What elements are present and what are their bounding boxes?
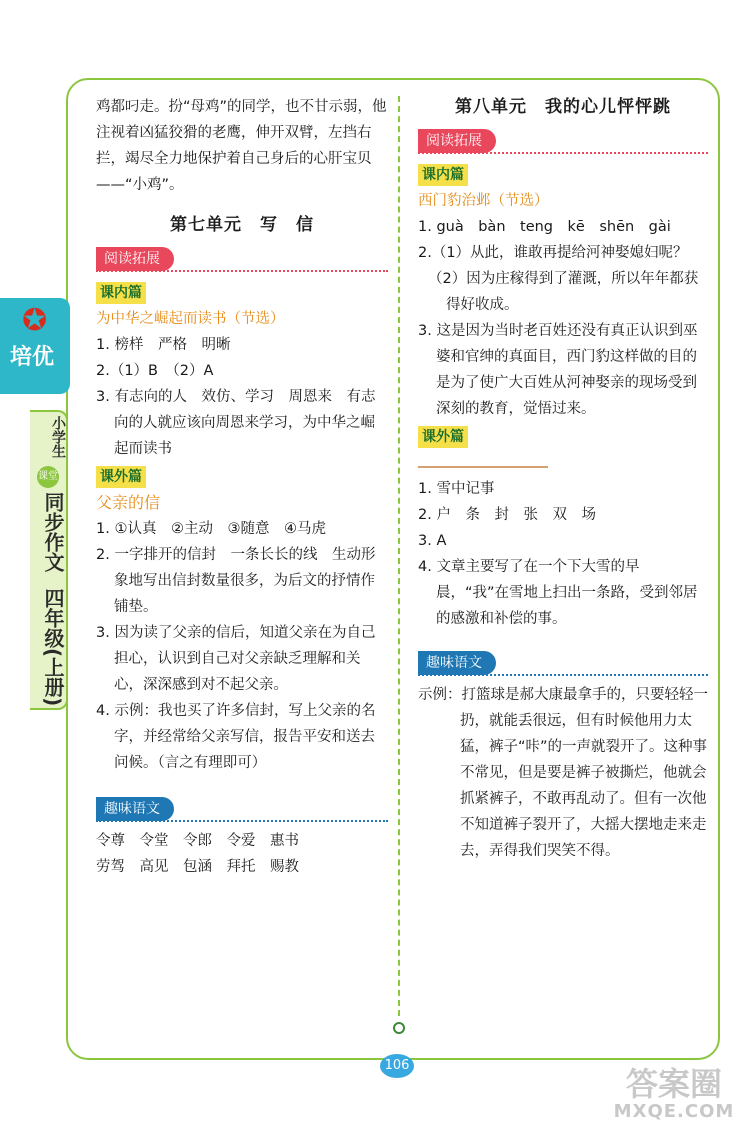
divider-end-dot bbox=[393, 1022, 405, 1034]
inner-section-tag: 课内篇 bbox=[418, 164, 468, 186]
answer-item: 3. 因为读了父亲的信后，知道父亲在为自己担心，认识到自己对父亲缺乏理解和关心，深深感到对不起父亲。 bbox=[96, 625, 376, 693]
answer-item: （2）因为庄稼得到了灌溉，所以年年都获得好收成。 bbox=[428, 271, 699, 313]
answer-item: 1. ①认真 ②主动 ③随意 ④马虎 bbox=[96, 521, 326, 537]
chevron-right-icon: › bbox=[496, 135, 502, 151]
answer-item: 2.（1）B （2）A bbox=[96, 363, 214, 379]
answer-item: 3. A bbox=[418, 533, 447, 549]
reading-expansion-banner bbox=[96, 246, 388, 272]
reading-expansion-label: 阅读拓展 bbox=[418, 129, 496, 153]
answer-item: 1. 榜样 严格 明晰 bbox=[96, 337, 231, 353]
chevron-right-icon: › bbox=[174, 253, 180, 269]
answer-item: 4. 示例：我也买了许多信封，写上父亲的名字，并经常给父亲写信，报告平安和送去问候。（言之有理即可） bbox=[96, 703, 376, 771]
fun-chinese-banner bbox=[96, 796, 388, 822]
side-badge: 课堂 bbox=[37, 466, 59, 488]
fun-words-row: 劳驾 高见 包涵 拜托 赐教 bbox=[96, 859, 299, 875]
answer-item: 1. 雪中记事 bbox=[418, 481, 495, 497]
side-logo-text: 培优 bbox=[10, 344, 55, 370]
answer-item: 3. 有志向的人 效仿、学习 周恩来 有志向的人就应该向周恩来学习，为中华之崛起而读书 bbox=[96, 389, 376, 457]
inner-text-title: 西门豹治邺（节选） bbox=[418, 193, 549, 209]
fun-chinese-label: 趣味语文 bbox=[96, 797, 174, 821]
unit-7-title: 第七单元 写 信 bbox=[170, 215, 314, 235]
fun-words-row: 令尊 令堂 令郎 令爱 惠书 bbox=[96, 833, 299, 849]
answer-item: 3. 这是因为当时老百姓还没有真正认识到巫婆和官绅的真面目，西门豹这样做的目的是为了使广大百姓从河神娶亲的现场受到深刻的教育，觉悟过来。 bbox=[418, 323, 698, 417]
mascot-icon: ✪ bbox=[22, 303, 48, 338]
unit-8-title: 第八单元 我的心儿怦怦跳 bbox=[455, 97, 671, 117]
answer-item: 1. guà bàn teng kē shēn gài bbox=[418, 219, 671, 235]
fun-chinese-label: 趣味语文 bbox=[418, 651, 496, 675]
side-title-3: 四年级(上册) bbox=[41, 588, 65, 707]
side-title-2: 同步作文 bbox=[41, 492, 65, 572]
chevron-right-icon: › bbox=[174, 803, 180, 819]
answer-item: 2. 户 条 封 张 双 场 bbox=[418, 507, 596, 523]
right-column bbox=[418, 94, 708, 864]
left-column bbox=[96, 94, 388, 880]
fun-chinese-banner bbox=[418, 650, 708, 676]
side-title-1: 小学生 bbox=[50, 416, 66, 458]
fun-example-paragraph: 示例：打篮球是郝大康最拿手的，只要轻轻一扔，就能丢很远，但有时候他用力太猛，裤子“咔”的一声就裂开了。这种事不常见，但是要是裤子被撕烂，他就会抓紧裤子，不敢再乱动了。但有一次他不知道裤子裂开了，大摇大摆地走来走去，弄得我们哭笑不得。 bbox=[418, 687, 708, 859]
intro-paragraph: 鸡都叼走。扮“母鸡”的同学，也不甘示弱，他注视着凶猛狡猾的老鹰，伸开双臂，左挡右拦，竭尽全力地保护着自己身后的心肝宝贝——“小鸡”。 bbox=[96, 99, 387, 193]
watermark-line-2: MXQE.COM bbox=[613, 1101, 735, 1122]
outer-text-title: 父亲的信 bbox=[96, 493, 161, 512]
watermark-line-1: 答案圈 bbox=[625, 1065, 722, 1103]
answer-item: 2.（1）从此，谁敢再提给河神娶媳妇呢？ bbox=[418, 245, 688, 261]
outer-section-tag: 课外篇 bbox=[96, 466, 146, 488]
chevron-right-icon: › bbox=[496, 657, 502, 673]
inner-text-title: 为中华之崛起而读书（节选） bbox=[96, 311, 285, 327]
answer-item: 2. 一字排开的信封 一条长长的线 生动形象地写出信封数量很多，为后文的抒情作铺垫。 bbox=[96, 547, 376, 615]
page-number: 106 bbox=[380, 1054, 414, 1078]
reading-expansion-label: 阅读拓展 bbox=[96, 247, 174, 271]
missing-title-line bbox=[418, 452, 548, 468]
reading-expansion-banner bbox=[418, 128, 708, 154]
answer-item: 4. 文章主要写了在一个下大雪的早晨，“我”在雪地上扫出一条路，受到邻居的感激和补偿的事。 bbox=[418, 559, 698, 627]
watermark bbox=[604, 1066, 744, 1122]
column-divider bbox=[398, 96, 400, 1016]
outer-section-tag: 课外篇 bbox=[418, 426, 468, 448]
inner-section-tag: 课内篇 bbox=[96, 282, 146, 304]
